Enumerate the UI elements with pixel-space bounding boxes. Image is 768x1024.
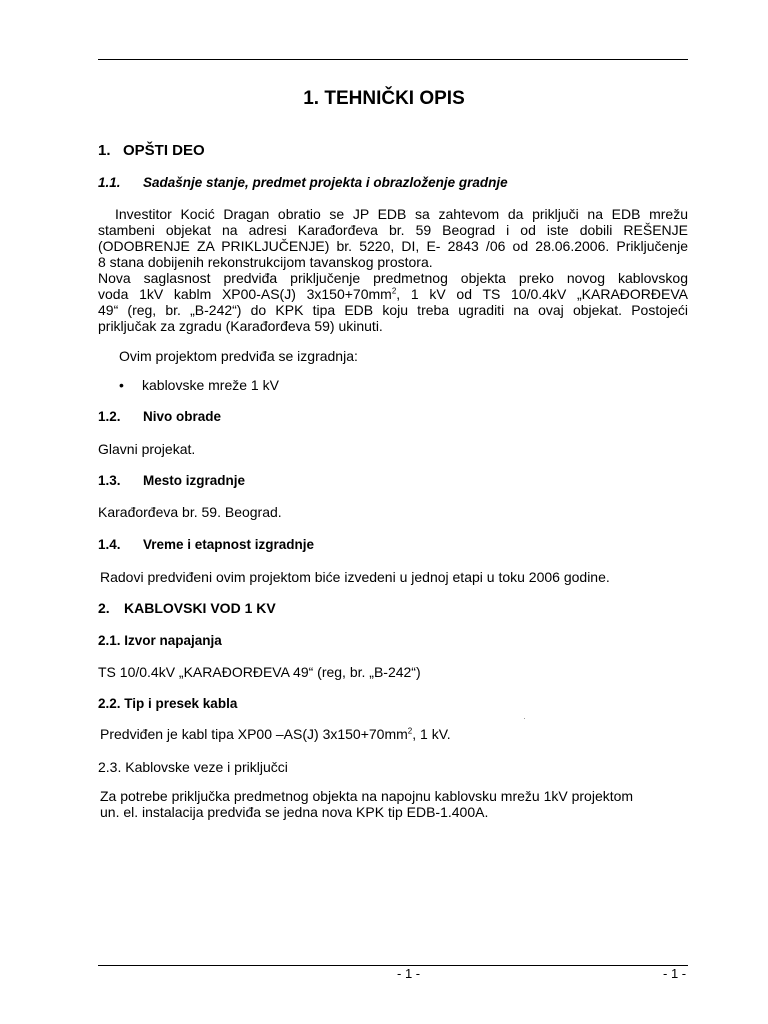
section-label: OPŠTI DEO — [123, 142, 205, 159]
subsection-heading-2-2: 2.2. Tip i presek kabla — [98, 696, 238, 711]
cable-text: Predviđen je kabl tipa XP00 –AS(J) 3x150+70mm — [100, 726, 408, 742]
paragraph-text: voda 1kV kablm XP00-AS(J) 3x150+70mm — [98, 286, 392, 302]
subsection-label: Nivo obrade — [143, 409, 222, 424]
bullet-icon: • — [119, 377, 124, 393]
subsection-heading-1-1 — [98, 175, 508, 190]
subsection-heading-1-2 — [98, 409, 221, 424]
paragraph-line: Investitor Kocić Dragan obratio se JP EDB sa zahtevom da priključi na EDB mrežu — [115, 206, 688, 222]
paragraph-text: , 1 kV od TS 10/0.4kV „KARAĐORĐEVA — [396, 286, 688, 302]
subsection-heading-2-1: 2.1. Izvor napajanja — [98, 633, 222, 648]
subsection-number: 1.2. — [98, 409, 121, 424]
cable-text-end: , 1 kV. — [412, 726, 451, 742]
subsection-label: Sadašnje stanje, predmet projekta i obrazloženje gradnje — [143, 175, 508, 190]
header-rule — [98, 59, 688, 60]
section-number: 2. — [98, 600, 110, 616]
subsection-text: Glavni projekat. — [98, 441, 196, 457]
subsection-label: Mesto izgradnje — [143, 473, 246, 488]
section-label: KABLOVSKI VOD 1 KV — [124, 600, 276, 616]
page-number-right: - 1 - — [663, 966, 687, 981]
bullet-text: kablovske mreže 1 kV — [142, 377, 279, 393]
bullet-item — [119, 377, 279, 393]
subsection-number: 1.1. — [98, 175, 121, 190]
paragraph-line: 49“ (reg, br. „B-242“) do KPK tipa EDB koju treba ugraditi na ovaj objekat. Postojeći — [98, 302, 688, 318]
subsection-text — [100, 726, 451, 742]
paragraph-line: priključak za zgradu (Karađorđeva 59) ukinuti. — [98, 318, 383, 334]
superscript: 2 — [407, 726, 413, 736]
subsection-label: Vreme i etapnost izgradnje — [143, 537, 315, 552]
subsection-number: 1.4. — [98, 537, 121, 552]
paragraph-line: un. el. instalacija predviđa se jedna nova KPK tip EDB-1.400A. — [100, 804, 489, 820]
subsection-heading-1-3 — [98, 473, 245, 488]
paragraph-line: (ODOBRENJE ZA PRIKLJUČENJE) br. 5220, DI, E- 2843 /06 od 28.06.2006. Priključenje — [98, 238, 688, 254]
footer-rule — [98, 965, 688, 966]
paragraph-line: 8 stana dobijenih rekonstrukcijom tavanskog prostora. — [98, 254, 433, 270]
superscript: 2 — [391, 286, 397, 296]
subsection-text: TS 10/0.4kV „KARAĐORĐEVA 49“ (reg, br. „B-242“) — [98, 664, 421, 680]
paragraph-line: Nova saglasnost predviđa priključenje predmetnog objekta preko novog kablovskog — [98, 270, 688, 286]
subsection-text: Karađorđeva br. 59. Beograd. — [98, 504, 282, 520]
section-heading-1 — [98, 142, 205, 159]
subsection-number: 1.3. — [98, 473, 121, 488]
subsection-heading-2-3: 2.3. Kablovske veze i priključci — [98, 759, 288, 775]
paragraph-line: Za potrebe priključka predmetnog objekta na napojnu kablovsku mrežu 1kV projektom — [100, 788, 634, 804]
section-number: 1. — [98, 142, 111, 159]
page-number-center: - 1 - — [397, 966, 421, 981]
section-heading-2 — [98, 600, 276, 616]
paragraph-line: stambeni objekat na adresi Karađorđeva br. 59 Beograd i od iste dobili REŠENJE — [98, 222, 688, 238]
document-title: 1. TEHNIČKI OPIS — [303, 88, 465, 109]
paragraph-connections — [100, 788, 690, 820]
intro-text: Ovim projektom predviđa se izgradnja: — [119, 348, 358, 364]
paragraph-line-with-sup — [98, 286, 688, 302]
subsection-heading-1-4 — [98, 537, 314, 552]
scan-speck — [524, 718, 525, 719]
subsection-text: Radovi predviđeni ovim projektom biće izvedeni u jednoj etapi u toku 2006 godine. — [100, 569, 610, 585]
paragraph-investor — [98, 206, 688, 334]
